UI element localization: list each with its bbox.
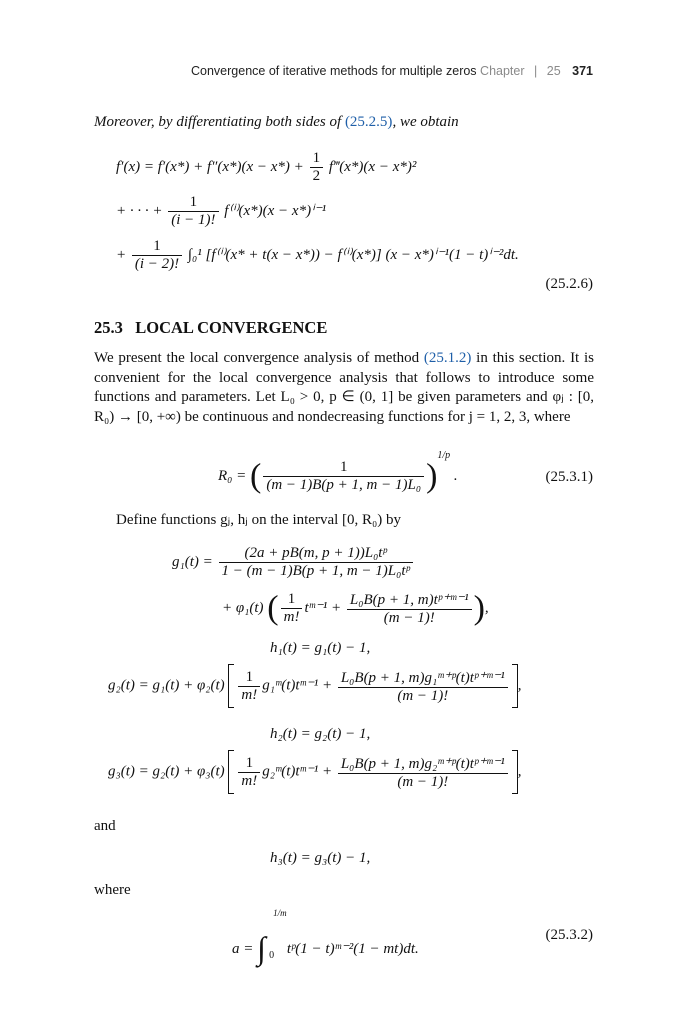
section-number: 25.3 <box>94 318 123 337</box>
eq-2531-frac: $\frac{1}{\text{(m − 1)B(p + 1, m − 1)L₀}}$ <box>263 459 424 494</box>
chapter-number: 25 <box>546 64 561 78</box>
g3-definition <box>108 750 522 794</box>
body-paragraph <box>94 349 594 427</box>
eq-2532-lhs: a = <box>232 941 254 957</box>
eq-2526-l3-rhs: ∫₀¹ [f⁽ⁱ⁾(x* + t(x − x*)) − f⁽ⁱ⁾(x*)] (x − x*)ⁱ⁻¹(1 − t)ⁱ⁻²dt. <box>187 246 519 263</box>
eq-2531 <box>218 450 458 494</box>
eq-2531-tail: . <box>453 468 458 484</box>
eq-2526-l2-frac: $\frac{1}{(i - 1)!}$ <box>168 194 218 229</box>
eq-2526-line3 <box>116 238 519 273</box>
intro-sentence <box>94 114 459 131</box>
where-text: where <box>94 882 131 898</box>
integral-sign: ∫ 1/m 0 <box>257 908 287 966</box>
g2-a-frac: $\frac{1}{m!}$ <box>238 669 260 704</box>
g3-b-frac: $\frac{\text{L₀B(p + 1, m)g₂ᵐ⁺ᵖ(t)tᵖ⁺ᵐ⁻¹}}{(m - 1)!}$ <box>338 754 508 791</box>
define-text: Define functions gⱼ, hⱼ on the interval [0, R₀) by <box>116 512 401 528</box>
section-heading <box>94 318 327 338</box>
intro-text: Moreover, by differentiating both sides of <box>94 114 345 130</box>
eq-2531-exponent: 1/p <box>437 450 451 461</box>
g2-lhs: g₂(t) = g₁(t) + φ₂(t) <box>108 677 225 694</box>
g3-lhs: g₃(t) = g₂(t) + φ₃(t) <box>108 763 225 780</box>
g2-definition <box>108 664 522 708</box>
g1-b-frac: $\frac{\text{L₀B(p + 1, m)tᵖ⁺ᵐ⁻¹}}{(m - 1)!}$ <box>347 590 472 627</box>
and-text: and <box>94 818 116 834</box>
g1-a-tail: tᵐ⁻¹ + <box>304 599 342 616</box>
g1-line2 <box>222 590 489 627</box>
eq-2526-line2 <box>116 194 326 229</box>
eq-2526-l1-lhs: f′(x) = f′(x*) + f″(x*)(x − x*) + <box>116 158 304 175</box>
eq-number-2532: (25.3.2) <box>545 927 593 943</box>
intro-text-end: , we obtain <box>392 114 459 130</box>
g1-l2-lead: + φ₁(t) <box>222 599 264 616</box>
header-separator: | <box>534 64 538 78</box>
g1-open-paren: ( <box>267 589 279 627</box>
eq-2526-l1-frac: $\frac{1}{2}$ <box>310 150 324 185</box>
integral-upper-limit: 1/m <box>273 908 287 918</box>
para-text-1: We present the local convergence analysis of method <box>94 350 424 366</box>
eq-2526-l3-frac: $\frac{1}{(i - 2)!}$ <box>132 238 182 273</box>
g1-frac: $\frac{\text{(2a + pB(m, p + 1))L₀tᵖ}}{\text{1 − (m − 1)B(p + 1, m − 1)L₀tᵖ}}$ <box>219 545 413 580</box>
h1-definition: h₁(t) = g₁(t) − 1, <box>270 640 371 656</box>
eq-number-2526: (25.2.6) <box>545 276 593 292</box>
g2-b-frac: $\frac{\text{L₀B(p + 1, m)g₁ᵐ⁺ᵖ(t)tᵖ⁺ᵐ⁻¹}}{(m - 1)!}$ <box>338 668 508 705</box>
eq-2526-line1 <box>116 150 416 185</box>
g3-open-bracket <box>228 750 234 794</box>
g1-close-paren: ) <box>473 589 485 627</box>
g1-lhs: g₁(t) = <box>172 553 213 570</box>
h3-definition: h₃(t) = g₃(t) − 1, <box>270 850 371 866</box>
eq-2532 <box>232 908 419 966</box>
para-text-2: in this section. It is convenient for the local convergence analysis that follows to introduce some functions and parameters. Let L₀ > 0, p ∈ (0, 1] be given parameters and φⱼ : [0, R₀) → [0, +∞) be continuous and nondecreasing functions for j = 1, 2, 3, where <box>94 350 595 425</box>
eq-2526-l2-rhs: f⁽ⁱ⁾(x*)(x − x*)ⁱ⁻¹ <box>224 202 327 219</box>
g1-a-frac: $\frac{1}{m!}$ <box>281 591 303 626</box>
g2-open-bracket <box>228 664 234 708</box>
eq-2526-l3-lead: + <box>116 246 127 263</box>
eq-2531-lhs: R₀ = <box>218 468 247 484</box>
g3-tail: , <box>517 763 522 780</box>
running-title: Convergence of iterative methods for multiple zeros <box>191 64 477 78</box>
eq-number-2531: (25.3.1) <box>545 469 593 485</box>
g2-tail: , <box>517 677 522 694</box>
eq-2526-l2-lead: + · · · + <box>116 202 163 219</box>
g3-a-frac: $\frac{1}{m!}$ <box>238 755 260 790</box>
eq-2532-integrand: tᵖ(1 − t)ᵐ⁻²(1 − mt)dt. <box>286 941 419 957</box>
g1-definition <box>172 545 415 580</box>
page-number: 371 <box>572 64 593 78</box>
g3-a-tail: g₂ᵐ(t)tᵐ⁻¹ + <box>262 763 333 780</box>
h2-definition: h₂(t) = g₂(t) − 1, <box>270 726 371 742</box>
eq-2526-l1-rhs: f‴(x*)(x − x*)² <box>328 158 417 175</box>
g1-tail: , <box>484 599 489 616</box>
equation-link-25-2-5[interactable]: (25.2.5) <box>344 114 393 130</box>
right-paren: ) <box>426 457 438 495</box>
section-title: LOCAL CONVERGENCE <box>135 318 328 337</box>
chapter-label: Chapter <box>480 64 525 78</box>
integral-lower-limit: 0 <box>269 950 275 961</box>
g2-a-tail: g₁ᵐ(t)tᵐ⁻¹ + <box>262 677 333 694</box>
running-header <box>191 64 593 78</box>
left-paren: ( <box>250 457 262 495</box>
equation-link-25-1-2[interactable]: (25.1.2) <box>423 350 472 366</box>
